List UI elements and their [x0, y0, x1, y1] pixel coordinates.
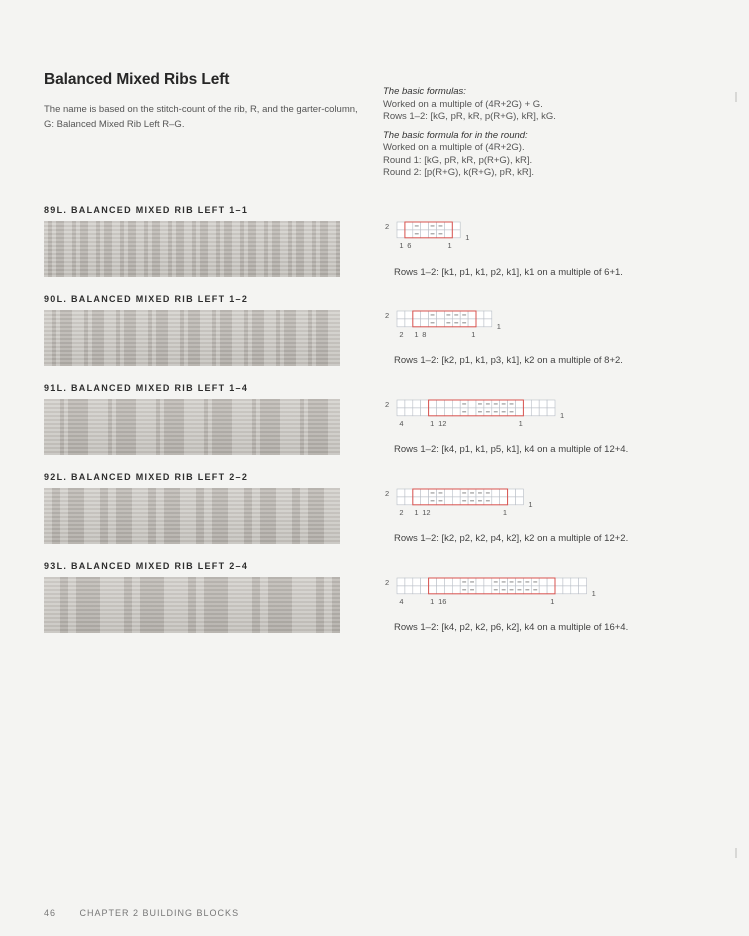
chart-cell: [452, 400, 460, 408]
chart-cell: [539, 586, 547, 594]
pattern-label: 91L. BALANCED MIXED RIB LEFT 1–4: [44, 383, 249, 393]
chart-cell: [405, 222, 413, 230]
chart-cell: [523, 400, 531, 408]
chart-stitch-number: 1: [502, 507, 508, 517]
chart-cell: [421, 578, 429, 586]
chart-cell: [444, 586, 452, 594]
chart-cell: [476, 311, 484, 319]
knit-swatch-photo: [44, 310, 340, 366]
chart-cell: [429, 408, 437, 416]
chart-cell: [397, 586, 405, 594]
chart-stitch-number: 1: [471, 329, 476, 339]
chart-cell: [531, 400, 539, 408]
chart-cell: [452, 222, 460, 230]
chart-cell: [444, 578, 452, 586]
pattern-entry: [44, 561, 704, 643]
chart-cell: [476, 586, 484, 594]
round-formula-block: [383, 130, 713, 180]
chart-cell: [413, 311, 421, 319]
pattern-label: 93L. BALANCED MIXED RIB LEFT 2–4: [44, 561, 249, 571]
round-formula-heading: The basic formula for in the round:: [383, 129, 528, 141]
chart-cell: [413, 408, 421, 416]
chart-row-number: 2: [385, 399, 390, 409]
chart-svg: [385, 220, 478, 252]
chart-row-number: 2: [385, 221, 390, 231]
chart-cell: [437, 400, 445, 408]
chart-cell: [413, 319, 421, 327]
knit-swatch-photo: [44, 399, 340, 455]
pattern-instruction: Rows 1–2: [k1, p1, k1, p2, k1], k1 on a multiple of 6+1.: [394, 267, 623, 278]
chart-cell: [515, 489, 523, 497]
intro-paragraph: The name is based on the stitch-count of the rib, R, and the garter-column, G: Balanced Mixed Rib Left R–G.: [44, 104, 358, 130]
chart-cell: [579, 586, 587, 594]
chart-stitch-number: 1: [447, 240, 452, 250]
chart-stitch-number: 8: [422, 329, 427, 339]
chart-stitch-number: 1: [414, 507, 419, 517]
chart-stitch-number: 1: [550, 596, 555, 606]
chart-cell: [397, 408, 405, 416]
chart-cell: [508, 489, 516, 497]
chart-cell: [492, 489, 500, 497]
chart-cell: [421, 230, 429, 238]
chart-cell: [421, 311, 429, 319]
chart-svg: [385, 398, 573, 430]
chart-stitch-number: 1: [430, 596, 435, 606]
chart-cell: [452, 230, 460, 238]
chart-cell: [413, 489, 421, 497]
chart-cell: [397, 311, 405, 319]
chart-cell: [437, 586, 445, 594]
chart-stitch-number: 1: [430, 418, 435, 428]
chart-cell: [444, 222, 452, 230]
chart-row-number: 1: [496, 321, 501, 331]
chart-cell: [429, 578, 437, 586]
chart-cell: [523, 408, 531, 416]
chart-stitch-number: 4: [399, 418, 404, 428]
pattern-entry: [44, 294, 704, 376]
stitch-chart: [385, 487, 541, 519]
chart-row-number: 2: [385, 488, 390, 498]
chapter-title: CHAPTER 2 BUILDING BLOCKS: [79, 908, 240, 918]
chart-cell: [444, 489, 452, 497]
chart-cell: [484, 311, 492, 319]
chart-cell: [484, 586, 492, 594]
chart-cell: [405, 319, 413, 327]
chart-cell: [405, 489, 413, 497]
page-footer: [44, 908, 239, 918]
chart-cell: [436, 311, 444, 319]
chart-cell: [397, 400, 405, 408]
round-formula-line: Worked on a multiple of (4R+2G).: [383, 142, 525, 153]
pattern-instruction: Rows 1–2: [k4, p1, k1, p5, k1], k4 on a multiple of 12+4.: [394, 444, 629, 455]
stitch-chart: [385, 309, 510, 341]
chart-cell: [508, 497, 516, 505]
chart-row-number: 1: [591, 588, 596, 598]
chart-row-number: 1: [528, 499, 533, 509]
pattern-label: 90L. BALANCED MIXED RIB LEFT 1–2: [44, 294, 249, 304]
formula-box: [383, 86, 713, 186]
chart-row-number: 2: [385, 310, 390, 320]
chart-cell: [547, 400, 555, 408]
chart-cell: [437, 578, 445, 586]
stitch-chart: [385, 220, 478, 252]
chart-cell: [421, 497, 429, 505]
chart-cell: [413, 400, 421, 408]
chart-cell: [397, 489, 405, 497]
pattern-entry: [44, 472, 704, 554]
chart-cell: [515, 497, 523, 505]
chart-stitch-number: 2: [399, 329, 404, 339]
chart-cell: [484, 319, 492, 327]
chart-cell: [555, 586, 563, 594]
chart-cell: [452, 408, 460, 416]
chart-cell: [405, 230, 413, 238]
chart-cell: [500, 497, 508, 505]
chart-cell: [397, 222, 405, 230]
chart-cell: [452, 586, 460, 594]
round-formula-line: Round 2: [p(R+G), k(R+G), pR, kR].: [383, 167, 534, 178]
chart-stitch-number: 1: [399, 240, 404, 250]
chart-stitch-number: 6: [407, 240, 412, 250]
chart-cell: [397, 230, 405, 238]
chart-cell: [429, 400, 437, 408]
chart-cell: [484, 578, 492, 586]
chart-cell: [515, 408, 523, 416]
chart-cell: [421, 222, 429, 230]
round-formula-line: Round 1: [kG, pR, kR, p(R+G), kR].: [383, 154, 533, 166]
chart-cell: [547, 408, 555, 416]
stitch-chart: [385, 576, 605, 608]
chart-cell: [429, 586, 437, 594]
chart-cell: [500, 489, 508, 497]
chart-cell: [405, 311, 413, 319]
chart-cell: [476, 578, 484, 586]
chart-cell: [421, 319, 429, 327]
chart-stitch-number: 1: [414, 329, 419, 339]
chart-cell: [437, 408, 445, 416]
chart-cell: [436, 319, 444, 327]
pattern-label: 89L. BALANCED MIXED RIB LEFT 1–1: [44, 205, 249, 215]
basic-formula-heading: The basic formulas:: [383, 86, 466, 97]
chart-cell: [421, 586, 429, 594]
chart-cell: [571, 578, 579, 586]
chart-stitch-number: 2: [399, 507, 404, 517]
chart-cell: [413, 497, 421, 505]
chart-cell: [579, 578, 587, 586]
chart-cell: [405, 578, 413, 586]
chart-cell: [397, 497, 405, 505]
chart-cell: [405, 400, 413, 408]
chart-cell: [468, 311, 476, 319]
knit-swatch-photo: [44, 488, 340, 544]
section-title: Balanced Mixed Ribs Left: [44, 71, 230, 88]
chart-cell: [444, 230, 452, 238]
pattern-label: 92L. BALANCED MIXED RIB LEFT 2–2: [44, 472, 249, 482]
chart-cell: [405, 586, 413, 594]
chart-row-number: 1: [465, 232, 470, 242]
knit-swatch-photo: [44, 577, 340, 633]
chart-stitch-number: 12: [438, 418, 447, 428]
pattern-entry: [44, 383, 704, 465]
chart-cell: [413, 578, 421, 586]
chart-cell: [452, 497, 460, 505]
chart-cell: [547, 578, 555, 586]
chart-cell: [547, 586, 555, 594]
chart-cell: [468, 400, 476, 408]
chart-cell: [452, 489, 460, 497]
chart-cell: [444, 497, 452, 505]
chart-stitch-number: 4: [399, 596, 404, 606]
chart-cell: [405, 408, 413, 416]
chart-cell: [421, 489, 429, 497]
chart-cell: [515, 400, 523, 408]
page-number: 46: [44, 908, 57, 918]
stitch-chart: [385, 398, 573, 430]
chart-svg: [385, 576, 605, 608]
basic-formula-line: Worked on a multiple of (4R+2G) + G.: [383, 98, 543, 110]
pattern-instruction: Rows 1–2: [k4, p2, k2, p6, k2], k4 on a multiple of 16+4.: [394, 622, 629, 633]
chart-cell: [531, 408, 539, 416]
chart-cell: [413, 586, 421, 594]
chart-stitch-number: 1: [518, 418, 523, 428]
chart-cell: [563, 578, 571, 586]
chart-svg: [385, 309, 510, 341]
chart-svg: [385, 487, 541, 519]
chart-cell: [539, 400, 547, 408]
pattern-entry: [44, 205, 704, 287]
chart-cell: [468, 319, 476, 327]
chart-cell: [444, 408, 452, 416]
chart-stitch-number: 12: [422, 507, 431, 517]
chart-cell: [421, 408, 429, 416]
chart-cell: [563, 586, 571, 594]
pattern-instruction: Rows 1–2: [k2, p2, k2, p4, k2], k2 on a multiple of 12+2.: [394, 533, 629, 544]
chart-cell: [539, 578, 547, 586]
chart-row-number: 2: [385, 577, 390, 587]
pattern-instruction: Rows 1–2: [k2, p1, k1, p3, k1], k2 on a multiple of 8+2.: [394, 355, 623, 366]
chart-cell: [444, 400, 452, 408]
chart-cell: [397, 319, 405, 327]
chart-cell: [555, 578, 563, 586]
chart-cell: [539, 408, 547, 416]
chart-cell: [492, 497, 500, 505]
chart-row-number: 1: [559, 410, 565, 420]
chart-cell: [397, 578, 405, 586]
knit-swatch-photo: [44, 221, 340, 277]
chart-cell: [468, 408, 476, 416]
page-edge-mark: [735, 92, 737, 102]
chart-cell: [571, 586, 579, 594]
chart-cell: [421, 400, 429, 408]
chart-stitch-number: 16: [438, 596, 447, 606]
chart-cell: [452, 578, 460, 586]
basic-formula-block: [383, 86, 713, 124]
chart-cell: [405, 497, 413, 505]
page-edge-mark: [735, 848, 737, 858]
chart-cell: [476, 319, 484, 327]
basic-formula-line: Rows 1–2: [kG, pR, kR, p(R+G), kR], kG.: [383, 111, 556, 122]
